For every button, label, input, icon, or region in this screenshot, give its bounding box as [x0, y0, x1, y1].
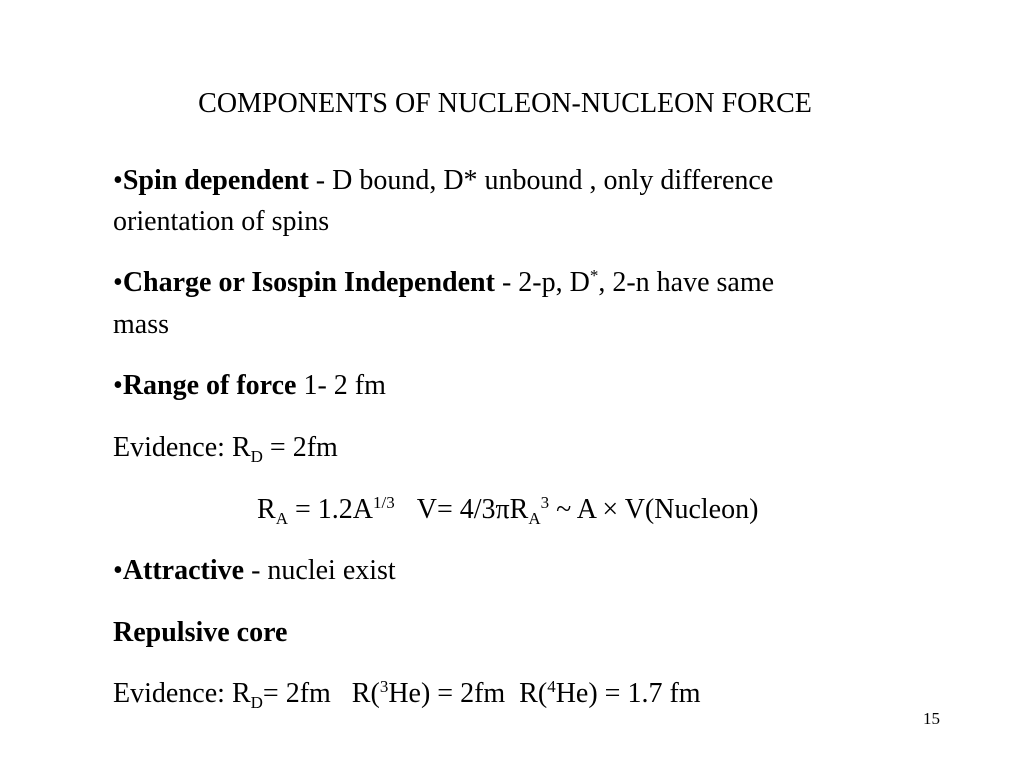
bullet-marker: • — [113, 555, 123, 586]
spin-dependent-continuation: orientation of spins — [113, 206, 330, 237]
range-of-force-heading: Range of force — [122, 370, 297, 401]
spin-dependent-bullet — [113, 161, 773, 201]
repulsive-core-label: Repulsive core — [113, 617, 288, 648]
evidence-text-2: He) = 2fm R( — [388, 678, 548, 709]
charge-independent-continuation: mass — [113, 309, 169, 340]
attractive-text: - nuclei exist — [244, 555, 396, 586]
evidence-text-3: He) = 1.7 fm — [555, 678, 701, 709]
charge-independent-text: - 2-p, D — [494, 267, 590, 298]
superscript-four-he: 4 — [547, 677, 556, 696]
formula-r-2: R — [509, 494, 529, 525]
formula-radius-eq: = 1.2A — [287, 494, 373, 525]
superscript-one-third: 1/3 — [372, 493, 395, 512]
subscript-a: A — [275, 509, 288, 528]
d-star-superscript: * — [589, 266, 599, 285]
bullet-marker: • — [113, 370, 123, 401]
charge-independent-heading: Charge or Isospin Independent — [122, 267, 495, 298]
subscript-d: D — [250, 447, 263, 466]
superscript-three-he: 3 — [379, 677, 389, 696]
evidence-value: = 2fm — [262, 432, 338, 463]
charge-independent-bullet — [113, 263, 774, 303]
pi-symbol: π — [495, 494, 510, 525]
spin-dependent-heading: Spin dependent — [122, 165, 309, 196]
evidence-label-2: Evidence: R — [113, 678, 251, 709]
formula-r: R — [257, 494, 276, 525]
range-of-force-text: 1- 2 fm — [296, 370, 386, 401]
repulsive-core-heading — [113, 613, 287, 653]
radius-volume-formula — [257, 490, 758, 530]
page-number: 15 — [923, 709, 940, 728]
superscript-three: 3 — [540, 493, 550, 512]
evidence-deuteron-radius — [113, 428, 338, 468]
spin-dependent-text: - D bound, D* unbound , only difference — [308, 165, 774, 196]
subscript-d-2: D — [250, 693, 263, 712]
bullet-marker: • — [113, 267, 123, 298]
attractive-heading: Attractive — [122, 555, 245, 586]
charge-independent-text-2: , 2-n have same — [598, 267, 775, 298]
formula-volume-eq: V= 4/3 — [416, 494, 496, 525]
formula-tail: ~ A × V(Nucleon) — [549, 494, 759, 525]
evidence-text-1: = 2fm R( — [262, 678, 380, 709]
bullet-marker: • — [113, 165, 123, 196]
evidence-helium-radii — [113, 674, 701, 714]
range-of-force-bullet — [113, 366, 386, 406]
evidence-label: Evidence: R — [113, 432, 251, 463]
slide-title: COMPONENTS OF NUCLEON-NUCLEON FORCE — [198, 88, 812, 119]
subscript-a-2: A — [528, 509, 541, 528]
attractive-bullet — [113, 551, 396, 591]
